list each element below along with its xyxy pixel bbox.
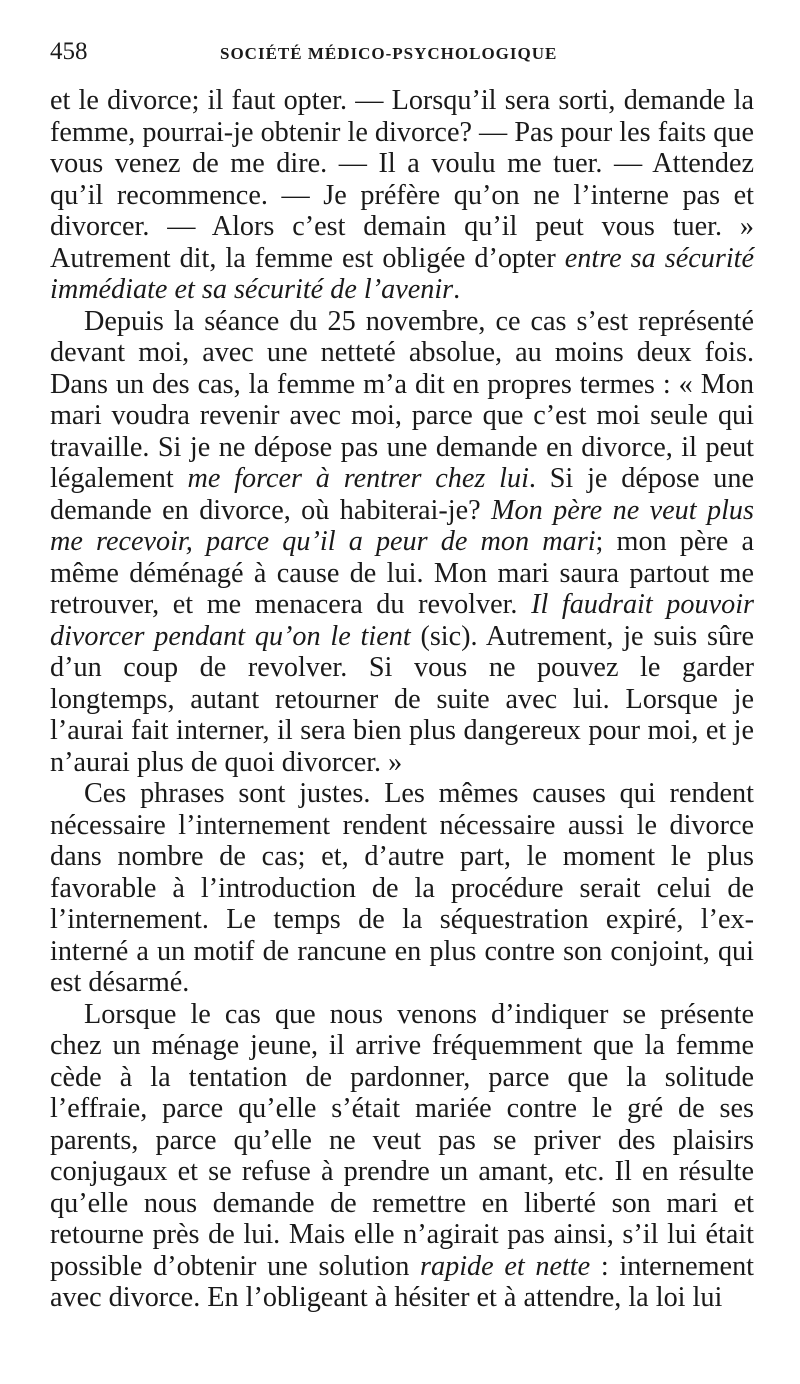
page-number: 458	[50, 38, 88, 65]
paragraph-1	[50, 85, 754, 306]
text-run: ; mon père a même déménagé à cause de lui. Mon mari saura partout me retrouver, et me menacera du revolver.	[50, 526, 754, 620]
paragraph-3	[50, 778, 754, 999]
italic-run: me forcer à rentrer chez lui	[187, 463, 529, 494]
text-run: (sic). Autrement, je suis sûre d’un coup de revolver. Si vous ne pouvez le garder longtemps, autant retourner de suite avec lui. Lorsque je l’aurai fait interner, il sera bien plus dangereux pour moi, et je n’aurai plus de quoi divorcer. »	[50, 620, 754, 778]
text-run: . Si je dépose une demande en divorce, où habiterai-je?	[50, 463, 754, 526]
text-run: Ces phrases sont justes. Les mêmes causes qui rendent nécessaire l’internement rendent nécessaire aussi le divorce dans nombre de cas; et, d’autre part, le moment le plus favorable à l’introduction de la procédure serait celui de l’internement. Le temps de la séquestration expiré, l’ex-interné a un motif de rancune en plus contre son conjoint, qui est désarmé.	[50, 778, 754, 998]
italic-run: Il faudrait pouvoir divorcer pendant qu’on le tient	[50, 589, 754, 652]
paragraph-2	[50, 306, 754, 779]
text-run: Depuis la séance du 25 novembre, ce cas s’est représenté devant moi, avec une netteté absolue, au moins deux fois. Dans un des cas, la femme m’a dit en propres termes : « Mon mari voudra revenir avec moi, parce que c’est moi seule qui travaille. Si je ne dépose pas une demande en divorce, il peut légalement	[50, 305, 754, 494]
body-text	[50, 85, 754, 1314]
page-header	[50, 38, 754, 78]
text-run: : internement avec divorce. En l’obligeant à hésiter et à attendre, la loi lui	[50, 1250, 754, 1313]
text-run: .	[453, 274, 461, 305]
italic-run: entre sa sécurité immédiate et sa sécurité de l’avenir	[50, 242, 754, 305]
italic-run: rapide et nette	[420, 1250, 591, 1282]
text-run: et le divorce; il faut opter. — Lorsqu’il sera sorti, demande la femme, pourrai-je obtenir le divorce? — Pas pour les faits que vous venez de me dire. — Il a voulu me tuer. — Attendez qu’il recommence. — Je préfère qu’on ne l’interne pas et divorcer. — Alors c’est demain qu’il peut vous tuer. » Autrement dit, la femme est obligée d’opter	[50, 85, 754, 274]
italic-run: Mon père ne veut plus me recevoir, parce qu’il a peur de mon mari	[50, 494, 754, 557]
running-title: SOCIÉTÉ MÉDICO-PSYCHOLOGIQUE	[220, 44, 558, 63]
paragraph-4	[50, 999, 754, 1314]
text-run: Lorsque le cas que nous venons d’indiquer se présente chez un ménage jeune, il arrive fréquemment que la femme cède à la tentation de pardonner, parce que la solitude l’effraie, parce qu’elle s’était mariée contre le gré de ses parents, parce qu’elle ne veut pas se priver des plaisirs conjugaux et se refuse à prendre un amant, etc. Il en résulte qu’elle nous demande de remettre en liberté son mari et retourne près de lui. Mais elle n’agirait pas ainsi, s’il lui était possible d’obtenir une solution	[50, 998, 754, 1282]
